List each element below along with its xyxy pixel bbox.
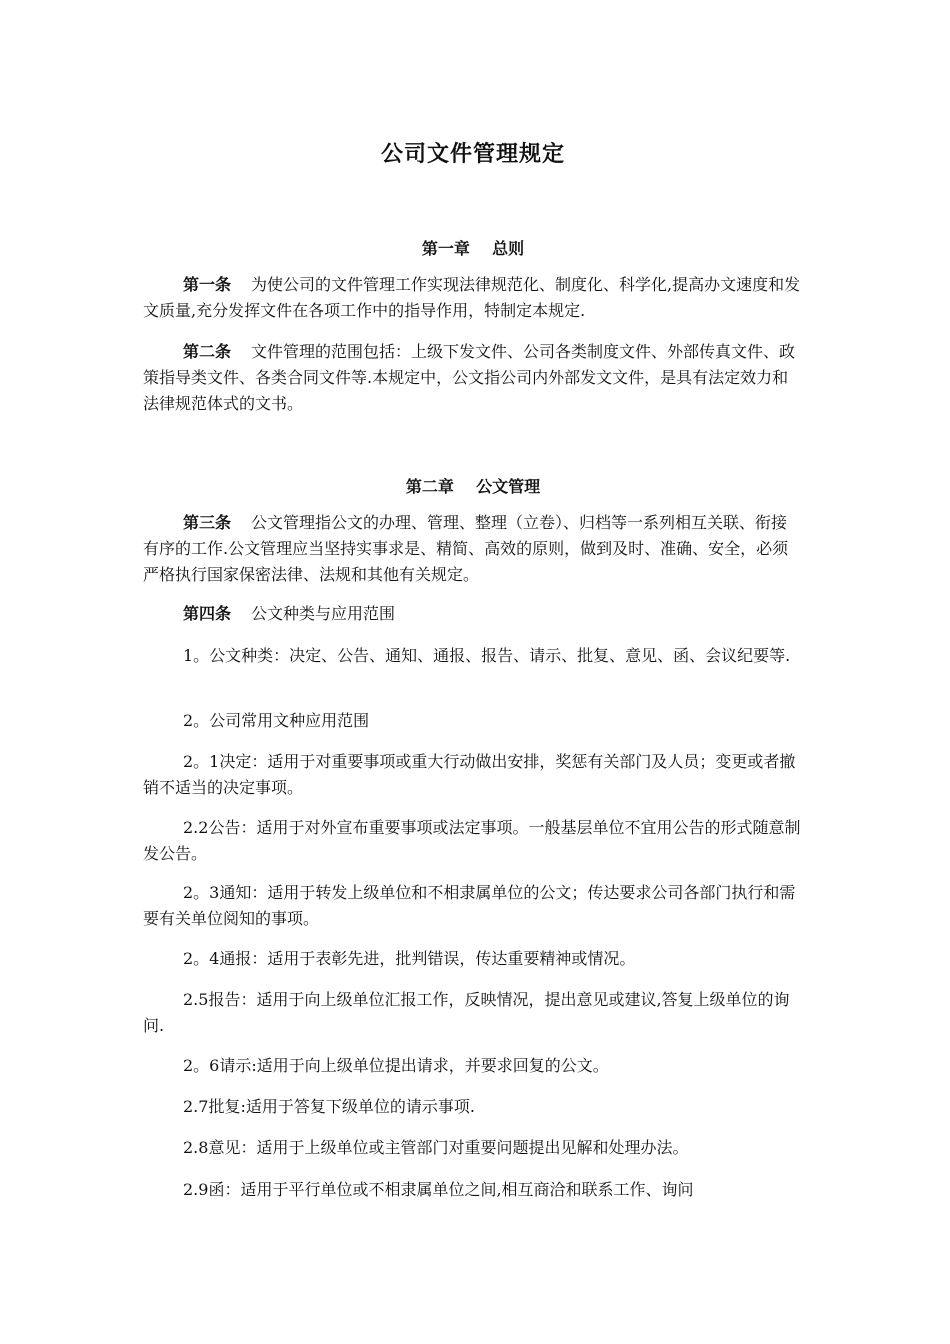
list-item: 2.8意见：适用于上级单位或主管部门对重要问题提出见解和处理办法。 bbox=[183, 1138, 689, 1157]
list-item: 2.2公告：适用于对外宣布重要事项或法定事项。一般基层单位不宜用公告的形式随意制发公告。 bbox=[143, 818, 801, 863]
list-item: 2。1决定：适用于对重要事项或重大行动做出安排，奖惩有关部门及人员；变更或者撤销不适当的决定事项。 bbox=[143, 752, 796, 797]
article-text: 为使公司的文件管理工作实现法律规范化、制度化、科学化,提高办文速度和发文质量,充分发挥文件在各项工作中的指导作用，特制定本规定. bbox=[143, 275, 801, 320]
chapter-heading-1: 第一章 总则 bbox=[421, 239, 525, 258]
article-text: 文件管理的范围包括：上级下发文件、公司各类制度文件、外部传真文件、政策指导类文件、各类合同文件等.本规定中，公文指公司内外部发文文件，是具有法定效力和法律规范体式的文书。 bbox=[143, 342, 796, 413]
article-3 bbox=[143, 510, 803, 588]
article-label: 第二条 bbox=[183, 342, 232, 361]
article-text: 公文管理指公文的办理、管理、整理（立卷）、归档等一系列相互关联、衔接有序的工作.公文管理应当坚持实事求是、精简、高效的原则，做到及时、准确、安全，必须严格执行国家保密法律、法规和其他有关规定。 bbox=[143, 513, 789, 584]
article-text: 公文种类与应用范围 bbox=[251, 604, 396, 623]
list-item: 2.7批复:适用于答复下级单位的请示事项. bbox=[183, 1097, 475, 1116]
list-item: 2。3通知：适用于转发上级单位和不相隶属单位的公文；传达要求公司各部门执行和需要有关单位阅知的事项。 bbox=[143, 883, 796, 928]
list-item: 2。4通报：适用于表彰先进，批判错误，传达重要精神或情况。 bbox=[183, 949, 636, 968]
list-item: 2.9函：适用于平行单位或不相隶属单位之间,相互商洽和联系工作、询问 bbox=[183, 1180, 694, 1199]
list-item: 2。公司常用文种应用范围 bbox=[183, 711, 370, 730]
article-label: 第四条 bbox=[183, 604, 232, 623]
article-4 bbox=[143, 601, 803, 627]
list-item: 2.5报告：适用于向上级单位汇报工作，反映情况，提出意见或建议,答复上级单位的询问. bbox=[143, 990, 790, 1035]
article-2 bbox=[143, 339, 803, 417]
chapter-heading-2: 第二章 公文管理 bbox=[405, 477, 541, 496]
list-item: 1。公文种类：决定、公告、通知、通报、报告、请示、批复、意见、函、会议纪要等. bbox=[183, 646, 791, 665]
article-1 bbox=[143, 272, 803, 324]
article-label: 第三条 bbox=[183, 513, 232, 532]
list-item: 2。6请示:适用于向上级单位提出请求，并要求回复的公文。 bbox=[183, 1056, 609, 1075]
document-title: 公司文件管理规定 bbox=[380, 142, 565, 167]
article-label: 第一条 bbox=[183, 275, 232, 294]
